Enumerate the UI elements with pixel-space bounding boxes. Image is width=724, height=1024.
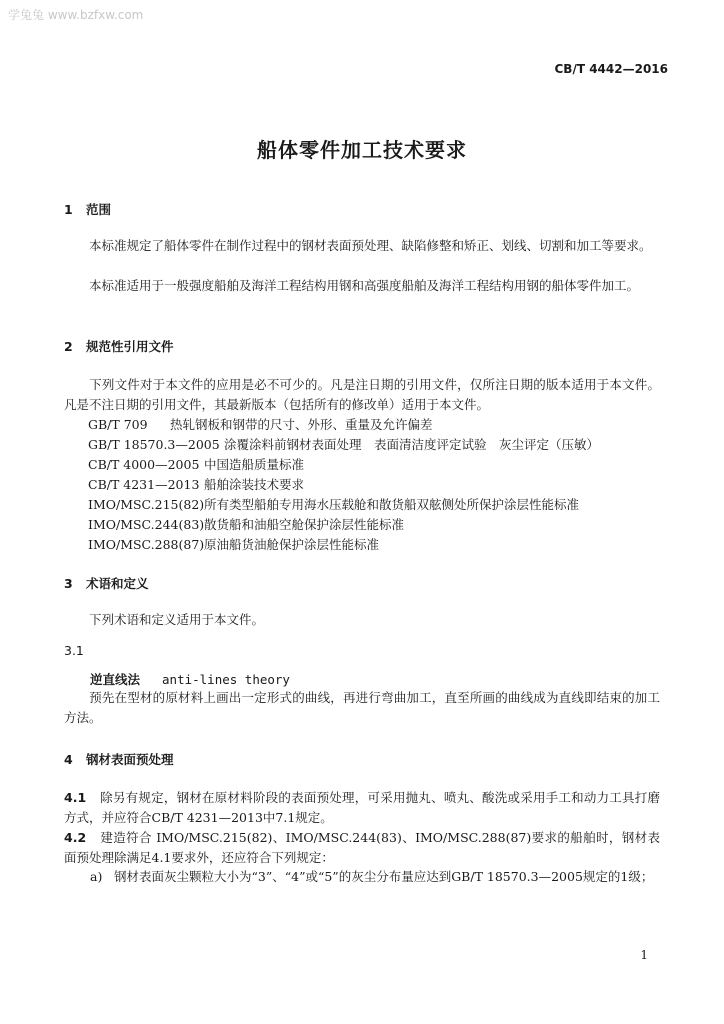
clause-number: 4.2 <box>64 830 87 845</box>
paragraph-text: 下列术语和定义适用于本文件。 <box>89 612 265 627</box>
reference-title: 船舶涂装技术要求 <box>204 477 305 492</box>
reference-item <box>88 435 599 453</box>
paragraph-text: 本标准适用于一般强度船舶及海洋工程结构用钢和高强度船舶及海洋工程结构用钢的船体零件加工。 <box>89 278 640 293</box>
paragraph-text: 下列文件对于本文件的应用是必不可少的。凡是注日期的引用文件，仅所注日期的版本适用于本文件。凡是不注日期的引用文件，其最新版本（包括所有的修改单）适用于本文件。 <box>64 377 660 412</box>
clause-text: 除另有规定，钢材在原材料阶段的表面预处理，可采用抛丸、喷丸、酸洗或采用手工和动力工具打磨方式，并应符合CB/T 4231—2013中7.1规定。 <box>64 790 660 825</box>
term-entry <box>90 670 290 688</box>
section-1-heading <box>64 200 111 218</box>
page-title: 船体零件加工技术要求 <box>257 138 467 162</box>
paragraph-text: 本标准规定了船体零件在制作过程中的钢材表面预处理、缺陷修整和矫正、划线、切割和加工等要求。 <box>89 238 652 253</box>
reference-code: GB/T 18570.3—2005 <box>88 437 220 452</box>
paragraph <box>64 276 660 296</box>
definition-text: 预先在型材的原材料上画出一定形式的曲线，再进行弯曲加工，直至所画的曲线成为直线即结束的加工方法。 <box>64 690 660 725</box>
page-number: 1 <box>640 948 648 962</box>
reference-item <box>88 455 304 473</box>
reference-item <box>88 495 579 513</box>
section-2-heading <box>64 337 174 355</box>
term-chinese: 逆直线法 <box>90 672 141 687</box>
clause-text: 建造符合 IMO/MSC.215(82)、IMO/MSC.244(83)、IMO/MSC.288(87)要求的船舶时，钢材表面预处理除满足4.1要求外，还应符合下列规定： <box>64 830 660 865</box>
watermark: 学兔兔 www.bzfxw.com <box>8 8 144 22</box>
reference-code: GB/T 709 <box>88 417 148 432</box>
term-english: anti-lines theory <box>162 672 290 687</box>
section-number: 4 <box>64 752 73 767</box>
section-title: 规范性引用文件 <box>86 339 174 354</box>
section-number: 1 <box>64 202 73 217</box>
list-item-text: 钢材表面灰尘颗粒大小为“3”、“4”或“5”的灰尘分布量应达到GB/T 18570.3—2005规定的1级； <box>114 869 654 884</box>
section-title: 范围 <box>86 202 112 217</box>
reference-title: 所有类型船舶专用海水压载舱和散货船双舷侧处所保护涂层性能标准 <box>204 497 580 512</box>
reference-item <box>88 475 304 493</box>
reference-code: IMO/MSC.215(82) <box>88 497 205 512</box>
reference-code: CB/T 4000—2005 <box>88 457 200 472</box>
list-item-label: a) <box>90 869 103 884</box>
reference-title: 涂覆涂料前钢材表面处理 表面清洁度评定试验 灰尘评定（压敏） <box>224 437 600 452</box>
reference-code: CB/T 4231—2013 <box>88 477 200 492</box>
paragraph <box>64 688 660 728</box>
clause-4-1 <box>64 788 660 828</box>
section-title: 术语和定义 <box>86 576 149 591</box>
list-item <box>90 867 660 887</box>
clause-number: 4.1 <box>64 790 87 805</box>
reference-title: 热轧钢板和钢带的尺寸、外形、重量及允许偏差 <box>170 417 433 432</box>
section-4-heading <box>64 750 174 768</box>
paragraph <box>64 610 660 630</box>
reference-title: 中国造船质量标准 <box>204 457 305 472</box>
term-number: 3.1 <box>64 643 84 658</box>
section-3-heading <box>64 574 149 592</box>
reference-item <box>88 535 379 553</box>
reference-code: IMO/MSC.244(83) <box>88 517 205 532</box>
standard-code: CB/T 4442—2016 <box>554 62 668 76</box>
reference-title: 散货船和油船空舱保护涂层性能标准 <box>204 517 405 532</box>
reference-title: 原油船货油舱保护涂层性能标准 <box>204 537 380 552</box>
paragraph <box>64 375 660 415</box>
section-title: 钢材表面预处理 <box>86 752 174 767</box>
reference-item <box>88 515 404 533</box>
reference-item <box>88 415 433 433</box>
section-number: 2 <box>64 339 73 354</box>
paragraph <box>64 236 660 256</box>
section-number: 3 <box>64 576 73 591</box>
clause-4-2 <box>64 828 660 868</box>
reference-code: IMO/MSC.288(87) <box>88 537 205 552</box>
